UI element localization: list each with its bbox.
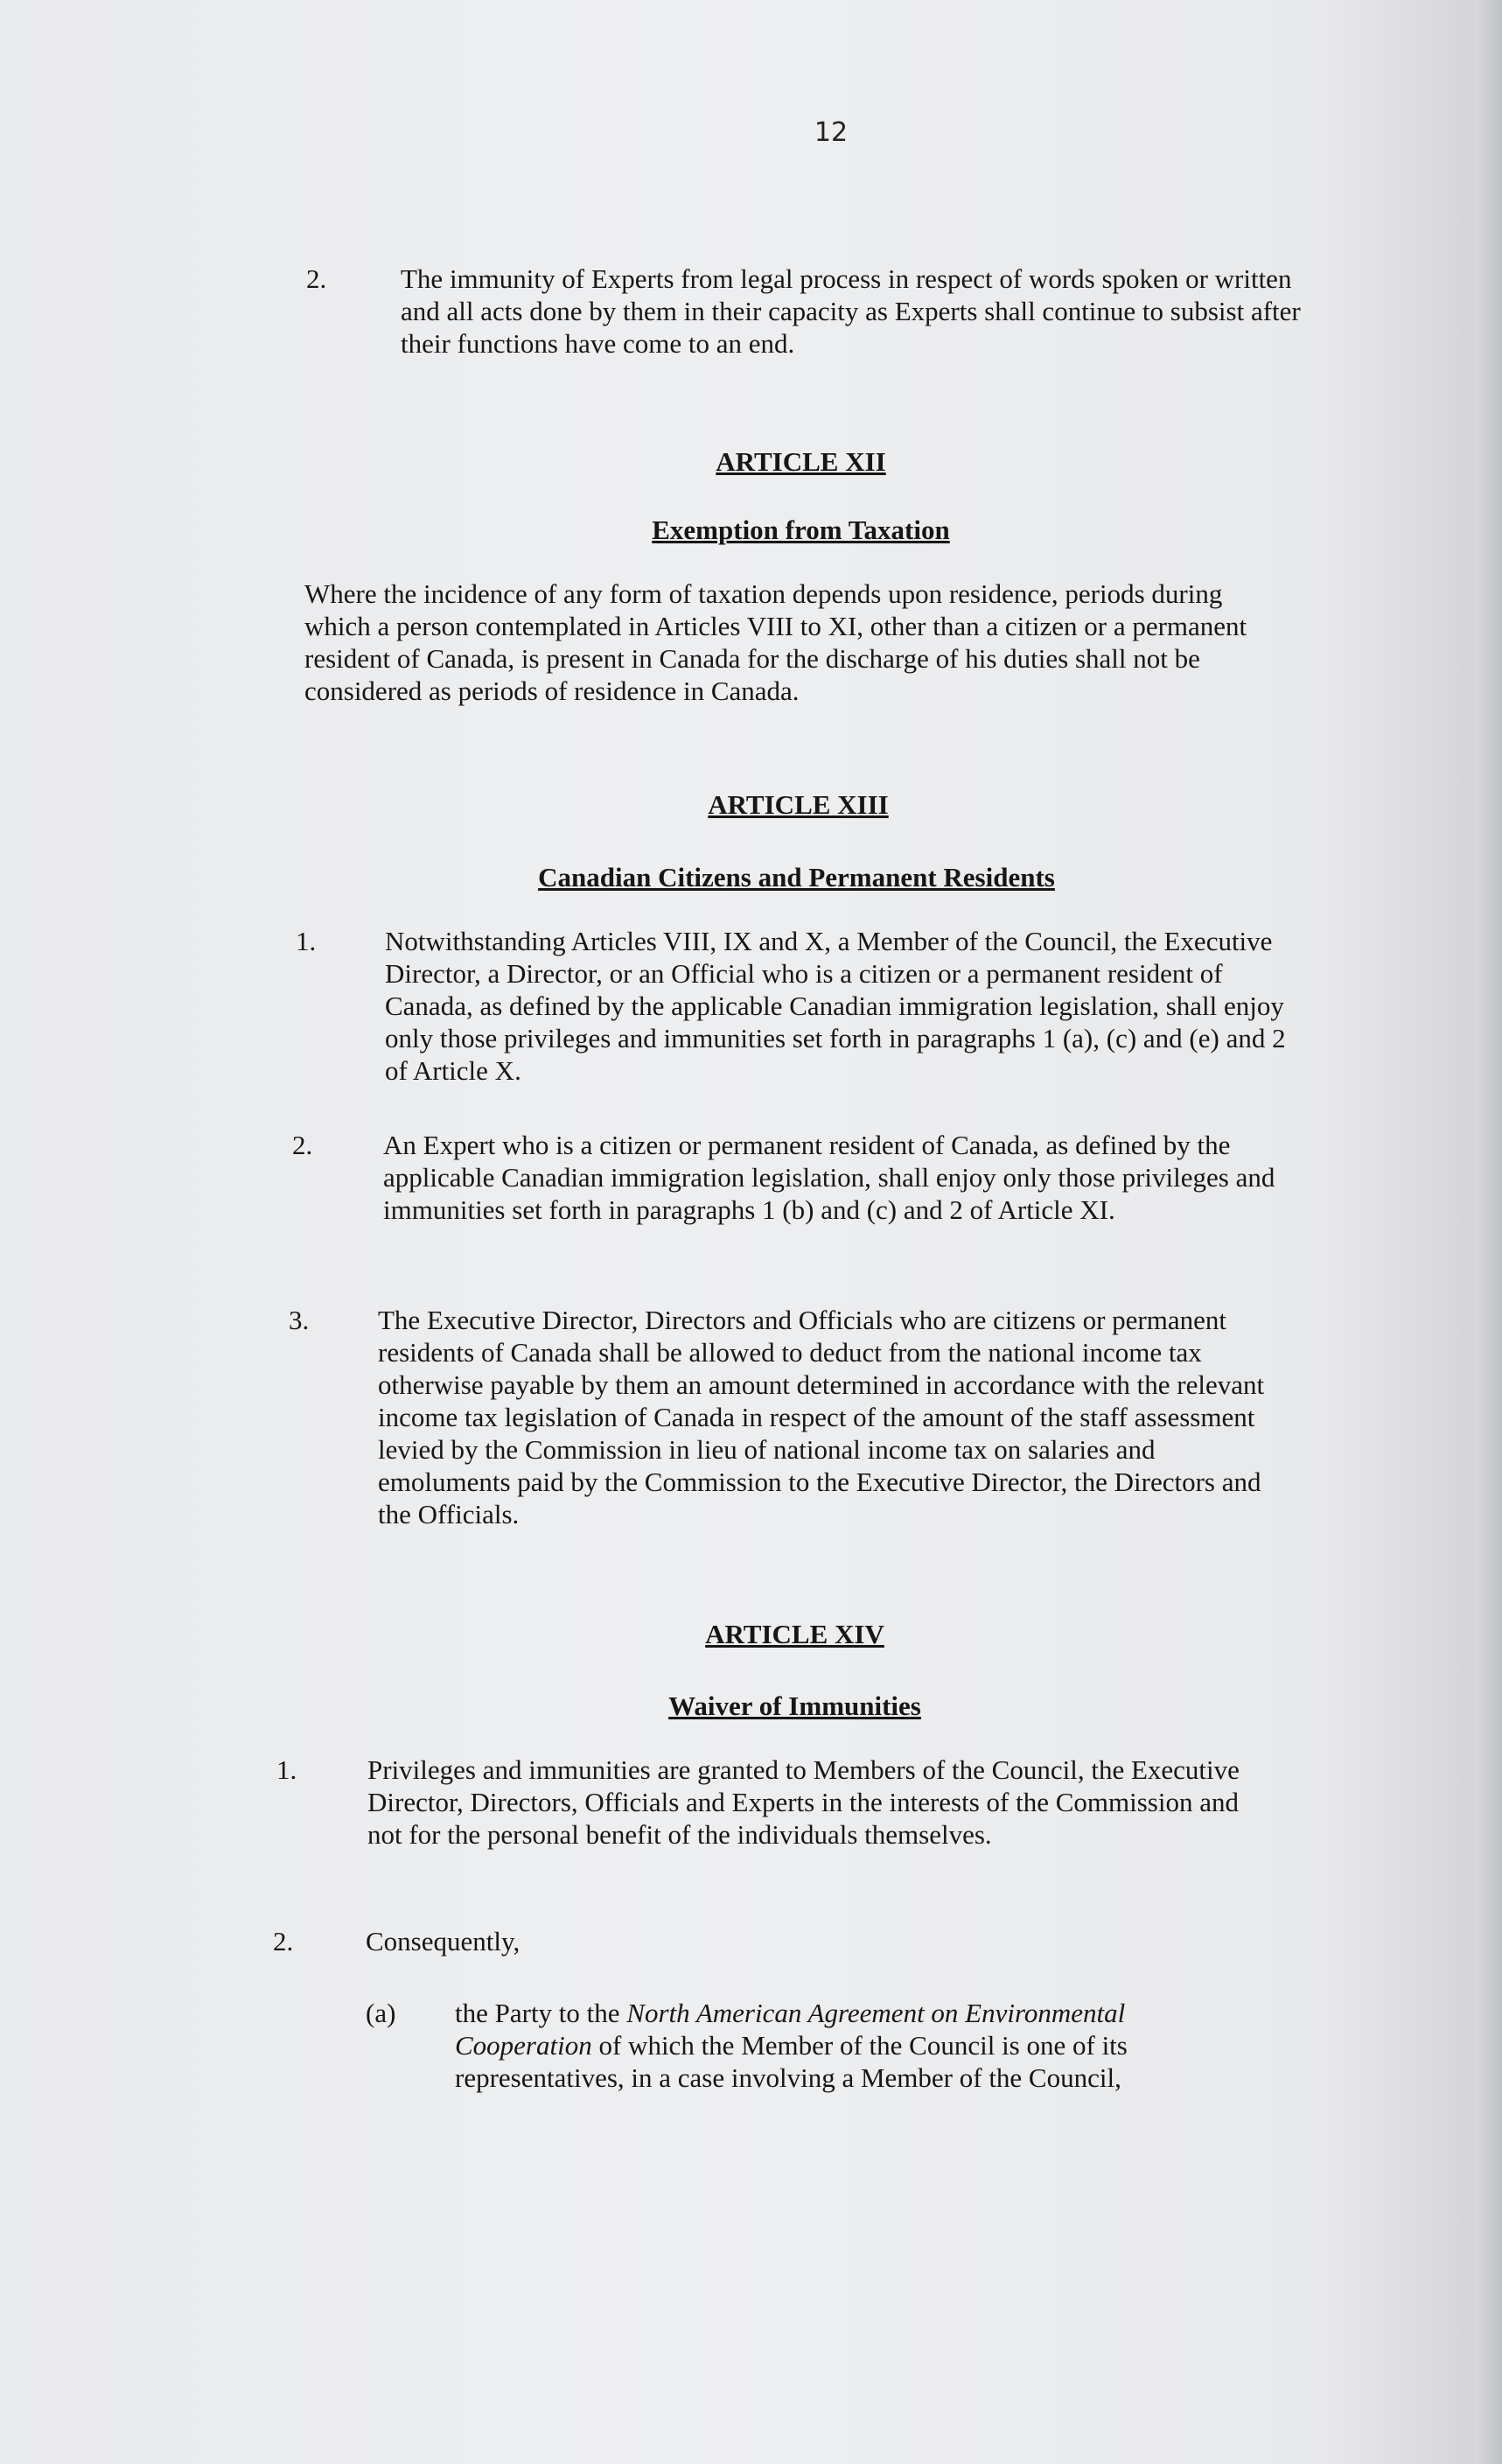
subparagraph-text	[455, 1997, 1242, 2094]
paragraph-text: Notwithstanding Articles VIII, IX and X, a Member of the Council, the Executive Director, a Director, or an Official who is a citizen or a permanent resident of Canada, as defined by the applicable Canadian immigration legislation, shall enjoy only those privileges and immunities set forth in paragraphs 1 (a), (c) and (e) and 2 of Article X.	[385, 926, 1286, 1086]
paragraph-number: 2.	[306, 263, 327, 294]
article-subheading: Canadian Citizens and Permanent Residents	[538, 862, 1055, 892]
agreement-title: North American Agreement on Environmental Cooperation	[455, 1998, 1126, 2061]
paragraph-text: An Expert who is a citizen or permanent resident of Canada, as defined by the applicable Canadian immigration legislation, shall enjoy only those privileges and immunities set forth in paragraphs 1 (b) and (c) and 2 of Article XI.	[383, 1130, 1275, 1225]
subparagraph-text-after: of which the Member of the Council is one of its representatives, in a case involving a Member of the Council,	[455, 2030, 1128, 2093]
paragraph-number: 2.	[292, 1130, 313, 1160]
paragraph-number: 3.	[289, 1305, 310, 1335]
paragraph-text: Consequently,	[366, 1926, 520, 1956]
paragraph-number: 2.	[273, 1926, 294, 1956]
article-heading: ARTICLE XIII	[708, 789, 889, 820]
paragraph-number: 1.	[296, 926, 317, 956]
paragraph-text: Where the incidence of any form of taxation depends upon residence, periods during which a person contemplated in Articles VIII to XI, other than a citizen or a permanent resident of Canada, is present in Canada for the discharge of his duties shall not be considered as periods of residence in Canada.	[304, 578, 1247, 706]
article-heading: ARTICLE XIV	[705, 1619, 884, 1649]
article-subheading: Waiver of Immunities	[668, 1690, 921, 1721]
subparagraph-text-before: the Party to the	[455, 1998, 627, 2028]
page-edge-shadow	[1476, 0, 1502, 2464]
article-heading: ARTICLE XII	[716, 446, 886, 477]
paragraph-text: The Executive Director, Directors and Officials who are citizens or permanent residents of Canada shall be allowed to deduct from the national income tax otherwise payable by them an amount determined in accordance with the relevant income tax legislation of Canada in respect of the amount of the staff assessment levied by the Commission in lieu of national income tax on salaries and emoluments paid by the Commission to the Executive Director, the Directors and the Officials.	[378, 1305, 1265, 1530]
page-number: 12	[814, 117, 849, 148]
subparagraph-label: (a)	[366, 1998, 396, 2028]
paragraph-text: The immunity of Experts from legal process in respect of words spoken or written and all acts done by them in their capacity as Experts shall continue to subsist after their functions have come to an end.	[401, 263, 1301, 359]
article-subheading: Exemption from Taxation	[652, 514, 950, 545]
paragraph-number: 1.	[276, 1754, 297, 1785]
paragraph-text: Privileges and immunities are granted to Members of the Council, the Executive Director, Directors, Officials and Experts in the interests of the Commission and not for the personal benefit of the individuals themselves.	[367, 1754, 1240, 1850]
